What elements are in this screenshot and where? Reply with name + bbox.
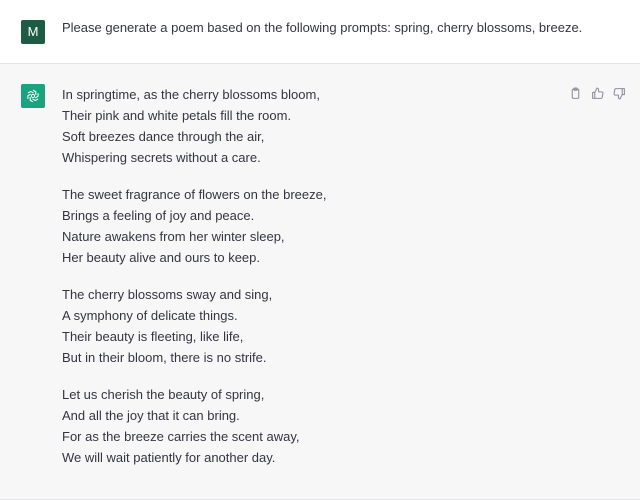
clipboard-icon (569, 87, 582, 100)
thumbs-down-button[interactable] (610, 84, 628, 102)
poem-line: Whispering secrets without a care. (62, 150, 261, 165)
user-message (0, 0, 640, 64)
user-message-text: Please generate a poem based on the following prompts: spring, cherry blossoms, breeze. (62, 20, 583, 35)
poem-line: The sweet fragrance of flowers on the breeze, (62, 187, 327, 202)
poem-line: For as the breeze carries the scent away, (62, 429, 300, 444)
poem-line: Let us cherish the beauty of spring, (62, 387, 265, 402)
poem-line: Soft breezes dance through the air, (62, 129, 265, 144)
message-actions (566, 84, 628, 102)
thumbs-up-icon (591, 87, 604, 100)
poem-line: And all the joy that it can bring. (62, 408, 240, 423)
poem-stanza (62, 84, 542, 168)
poem-line: But in their bloom, there is no strife. (62, 350, 267, 365)
poem-line: In springtime, as the cherry blossoms bloom, (62, 87, 320, 102)
poem-line: Their beauty is fleeting, like life, (62, 329, 244, 344)
openai-logo-icon (25, 88, 41, 104)
assistant-message (0, 64, 640, 500)
poem-stanza (62, 384, 542, 468)
poem-line: We will wait patiently for another day. (62, 450, 276, 465)
copy-button[interactable] (566, 84, 584, 102)
assistant-poem (62, 84, 542, 484)
poem-line: Their pink and white petals fill the room. (62, 108, 292, 123)
poem-line: A symphony of delicate things. (62, 308, 238, 323)
thumbs-up-button[interactable] (588, 84, 606, 102)
assistant-avatar (21, 84, 45, 108)
poem-line: The cherry blossoms sway and sing, (62, 287, 273, 302)
poem-stanza (62, 284, 542, 368)
thumbs-down-icon (613, 87, 626, 100)
poem-stanza (62, 184, 542, 268)
poem-line: Brings a feeling of joy and peace. (62, 208, 255, 223)
poem-line: Her beauty alive and ours to keep. (62, 250, 261, 265)
poem-line: Nature awakens from her winter sleep, (62, 229, 285, 244)
user-avatar: M (21, 20, 45, 44)
